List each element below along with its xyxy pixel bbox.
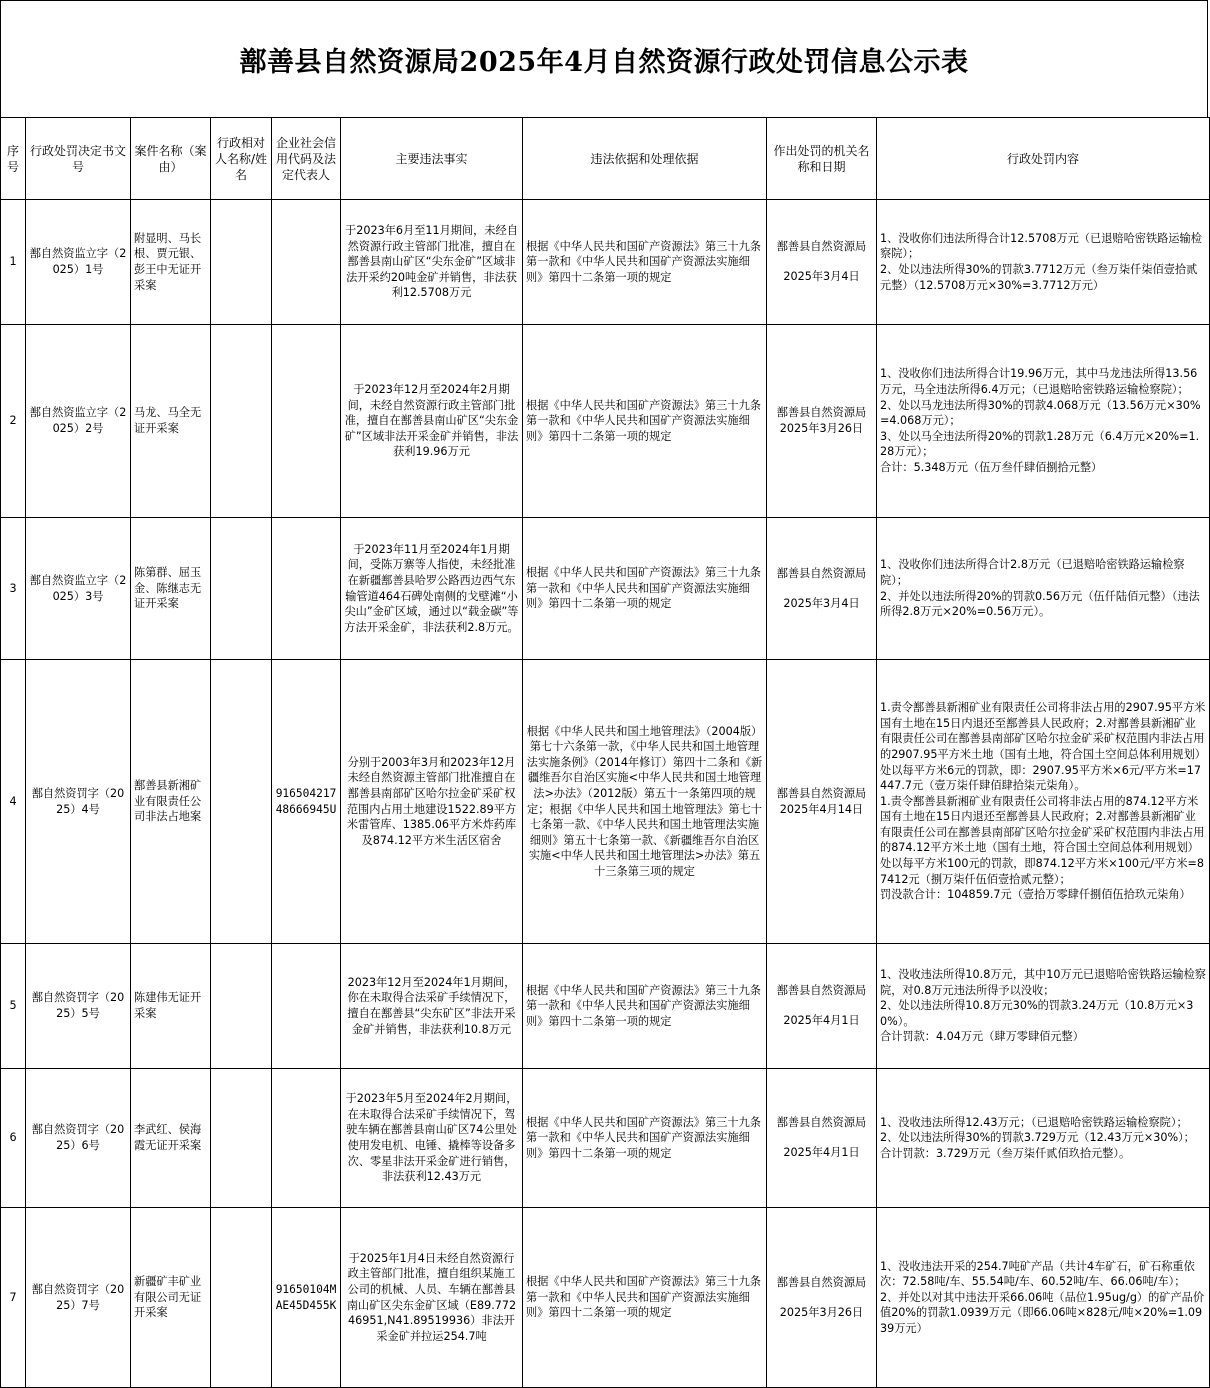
table-row xyxy=(1,325,1210,518)
authority-name: 鄯善县自然资源局 xyxy=(776,1116,867,1130)
cell-credit-code xyxy=(272,200,341,325)
header-basis: 违法依据和处理依据 xyxy=(523,118,767,200)
authority-name: 鄯善县自然资源局 xyxy=(776,786,867,800)
cell-doc-no: 鄯自然资监立字（2025）1号 xyxy=(26,200,131,325)
cell-credit-code xyxy=(272,1069,341,1208)
penalty-table xyxy=(0,117,1210,1388)
cell-authority xyxy=(767,325,877,518)
cell-party xyxy=(211,944,272,1069)
cell-credit-code: 91650104MAE45D455K xyxy=(272,1208,341,1388)
cell-authority xyxy=(767,1069,877,1208)
cell-basis: 根据《中华人民共和国矿产资源法》第三十九条第一款和《中华人民共和国矿产资源法实施细则》第四十二条第一项的规定 xyxy=(523,1069,767,1208)
cell-facts: 于2023年12月至2024年2月期间，未经自然资源行政主管部门批准，擅自在鄯善县南山矿区“尖东金矿”区域非法开采金矿并销售，非法获利19.96万元 xyxy=(341,325,523,518)
cell-penalty: 1、没收你们违法所得合计19.96万元，其中马龙违法所得13.56万元，马全违法所得6.4万元；（已退赔哈密铁路运输检察院）； 2、处以马龙违法所得30%的罚款4.068万元（13.56万元×30%=4.068万元）； 3、处以马全违法所得20%的罚款1.28万元（6.4万元×20%=1.28万元）； 合计：5.348万元（伍万叁仟肆佰捌拾元整） xyxy=(877,325,1210,518)
cell-authority xyxy=(767,944,877,1069)
header-credit-code: 企业社会信用代码及法定代表人 xyxy=(272,118,341,200)
table-row xyxy=(1,660,1210,944)
cell-doc-no: 鄯自然资罚字（2025）5号 xyxy=(26,944,131,1069)
cell-party xyxy=(211,518,272,660)
header-row xyxy=(1,118,1210,200)
cell-basis: 根据《中华人民共和国矿产资源法》第三十九条第一款和《中华人民共和国矿产资源法实施细则》第四十二条第一项的规定 xyxy=(523,1208,767,1388)
cell-authority xyxy=(767,200,877,325)
decision-date: 2025年3月26日 xyxy=(779,422,864,435)
cell-penalty: 1、没收违法所得10.8万元，其中10万元已退赔哈密铁路运输检察院，对0.8万元违法所得予以没收； 2、处以违法所得10.8万元30%的罚款3.24万元（10.8万元×30%）。 合计罚款：4.04万元（肆万零肆佰元整） xyxy=(877,944,1210,1069)
cell-party xyxy=(211,1069,272,1208)
cell-party xyxy=(211,660,272,944)
cell-basis: 根据《中华人民共和国矿产资源法》第三十九条第一款和《中华人民共和国矿产资源法实施细则》第四十二条第一项的规定 xyxy=(523,325,767,518)
cell-basis: 根据《中华人民共和国矿产资源法》第三十九条第一款和《中华人民共和国矿产资源法实施细则》第四十二条第一项的规定 xyxy=(523,518,767,660)
cell-credit-code: 91650421748666945U xyxy=(272,660,341,944)
cell-facts: 于2025年1月4日未经自然资源行政主管部门批准，擅自组织某施工公司的机械、人员、车辆在鄯善县南山矿区尖东金矿区域（E89.77246951,N41.89519936）非法开采金矿并拉运254.7吨 xyxy=(341,1208,523,1388)
cell-facts: 于2023年11月至2024年1月期间，受陈万寨等人指使，未经批准在新疆鄯善县哈罗公路西边西气东输管道464石碑处南侧的戈壁滩“小尖山”金矿区域，通过以“载金碳”等方法开采金矿，非法获利2.8万元。 xyxy=(341,518,523,660)
cell-penalty: 1、没收你们违法所得合计12.5708万元（已退赔哈密铁路运输检察院）； 2、处以违法所得30%的罚款3.7712万元（叁万柒仟柒佰壹拾贰元整）（12.5708万元×30%=3.7712万元） xyxy=(877,200,1210,325)
cell-basis: 根据《中华人民共和国矿产资源法》第三十九条第一款和《中华人民共和国矿产资源法实施细则》第四十二条第一项的规定 xyxy=(523,944,767,1069)
table-row xyxy=(1,518,1210,660)
cell-basis: 根据《中华人民共和国矿产资源法》第三十九条第一款和《中华人民共和国矿产资源法实施细则》第四十二条第一项的规定 xyxy=(523,200,767,325)
cell-seq: 4 xyxy=(1,660,26,944)
header-doc-no: 行政处罚决定书文号 xyxy=(26,118,131,200)
authority-name: 鄯善县自然资源局 xyxy=(776,406,867,420)
cell-facts: 于2023年6月至11月期间，未经自然资源行政主管部门批准，擅自在鄯善县南山矿区“尖东金矿”区域非法开采约20吨金矿并销售，非法获利12.5708万元 xyxy=(341,200,523,325)
cell-doc-no: 鄯自然资监立字（2025）2号 xyxy=(26,325,131,518)
cell-case-name: 附显明、马长根、贾元银、彭王中无证开采案 xyxy=(131,200,211,325)
cell-credit-code xyxy=(272,518,341,660)
decision-date: 2025年4月1日 xyxy=(783,1146,860,1159)
cell-authority xyxy=(767,660,877,944)
cell-seq: 7 xyxy=(1,1208,26,1388)
cell-penalty: 1、没收违法开采的254.7吨矿产品（共计4车矿石，矿石称重依次：72.58吨/车、55.54吨/车、60.52吨/车、66.06吨/车）； 2、并处以对其中违法开采66.06吨（品位1.95ug/g）的矿产品价值20%的罚款1.0939万元（即66.06吨×828元/吨×20%=1.0939万元） xyxy=(877,1208,1210,1388)
cell-seq: 5 xyxy=(1,944,26,1069)
cell-authority xyxy=(767,518,877,660)
header-facts: 主要违法事实 xyxy=(341,118,523,200)
cell-facts: 分别于2003年3月和2023年12月未经自然资源主管部门批准擅自在鄯善县南部矿区哈尔拉金矿采矿权范围内占用土地建设1522.89平方米雷管库、1385.06平方米炸药库及874.12平方米生活区宿舍 xyxy=(341,660,523,944)
cell-case-name: 陈第群、屈玉金、陈继志无证开采案 xyxy=(131,518,211,660)
table-row xyxy=(1,1208,1210,1388)
authority-name: 鄯善县自然资源局 xyxy=(776,240,867,254)
header-party: 行政相对人名称/姓名 xyxy=(211,118,272,200)
cell-credit-code xyxy=(272,944,341,1069)
cell-case-name: 新疆矿丰矿业有限公司无证开采案 xyxy=(131,1208,211,1388)
page-title: 鄯善县自然资源局2025年4月自然资源行政处罚信息公示表 xyxy=(239,46,969,78)
cell-facts: 于2023年5月至2024年2月期间，在未取得合法采矿手续情况下，驾驶车辆在鄯善县南山矿区74公里处使用发电机、电锤、撬棒等设备多次、零星非法开采金矿进行销售，非法获利12.43万元 xyxy=(341,1069,523,1208)
cell-basis: 根据《中华人民共和国土地管理法》（2004版）第七十六条第一款，《中华人民共和国土地管理法实施条例》（2014年修订）第四十二条和《新疆维吾尔自治区实施<中华人民共和国土地管理法>办法》（2012版）第五十一条第四项的规定；根据《中华人民共和国土地管理法》第七十七条第一款、《中华人民共和国土地管理法实施细则》第五十七条第一款、《新疆维吾尔自治区实施<中华人民共和国土地管理法>办法》第五十三条第三项的规定 xyxy=(523,660,767,944)
header-seq: 序号 xyxy=(1,118,26,200)
decision-date: 2025年3月4日 xyxy=(783,596,860,610)
cell-seq: 2 xyxy=(1,325,26,518)
cell-party xyxy=(211,325,272,518)
title-cell xyxy=(0,0,1208,117)
cell-credit-code xyxy=(272,325,341,518)
decision-date: 2025年3月4日 xyxy=(783,270,860,283)
cell-doc-no: 鄯自然资监立字（2025）3号 xyxy=(26,518,131,660)
cell-penalty: 1、没收你们违法所得合计2.8万元（已退赔哈密铁路运输检察院）； 2、并处以违法所得20%的罚款0.56万元（伍仟陆佰元整）（违法所得2.8万元×20%=0.56万元）。 xyxy=(877,518,1210,660)
cell-doc-no: 鄯自然资罚字（2025）4号 xyxy=(26,660,131,944)
cell-case-name: 鄯善县新湘矿业有限责任公司非法占地案 xyxy=(131,660,211,944)
cell-case-name: 李武红、侯海霞无证开采案 xyxy=(131,1069,211,1208)
table-row xyxy=(1,944,1210,1069)
header-case-name: 案件名称（案由） xyxy=(131,118,211,200)
table-row xyxy=(1,200,1210,325)
decision-date: 2025年4月14日 xyxy=(779,802,864,816)
cell-seq: 6 xyxy=(1,1069,26,1208)
cell-seq: 1 xyxy=(1,200,26,325)
decision-date: 2025年3月26日 xyxy=(779,1305,864,1319)
cell-seq: 3 xyxy=(1,518,26,660)
cell-doc-no: 鄯自然资罚字（2025）7号 xyxy=(26,1208,131,1388)
cell-penalty: 1.责令鄯善县新湘矿业有限责任公司将非法占用的2907.95平方米国有土地在15日内退还至鄯善县人民政府；2.对鄯善县新湘矿业有限责任公司在鄯善县南部矿区哈尔拉金矿采矿权范围内非法占用的2907.95平方米土地（国有土地，符合国土空间总体利用规划）处以每平方米6元的罚款，即：2907.95平方米×6元/平方米=17447.7元（壹万柒仟肆佰肆拾柒元柒角）。 1.责令鄯善县新湘矿业有限责任公司将非法占用的874.12平方米国有土地在15日内退还至鄯善县人民政府；2.对鄯善县新湘矿业有限责任公司在鄯善县南部矿区哈尔拉金矿采矿权范围内非法占用的874.12平方米土地（国有土地，符合国土空间总体利用规划）处以每平方米100元的罚款，即874.12平方米×100元/平方米=87412元（捌万柒仟伍佰壹拾贰元整）； 罚没款合计：104859.7元（壹拾万零肆仟捌佰伍拾玖元柒角） xyxy=(877,660,1210,944)
header-authority: 作出处罚的机关名称和日期 xyxy=(767,118,877,200)
authority-name: 鄯善县自然资源局 xyxy=(776,984,867,998)
cell-facts: 2023年12月至2024年1月期间，你在未取得合法采矿手续情况下，擅自在鄯善县“尖东矿区”非法开采金矿并销售，非法获利10.8万元 xyxy=(341,944,523,1069)
authority-name: 鄯善县自然资源局 xyxy=(776,566,867,580)
cell-case-name: 陈建伟无证开采案 xyxy=(131,944,211,1069)
cell-party xyxy=(211,200,272,325)
cell-doc-no: 鄯自然资罚字（2025）6号 xyxy=(26,1069,131,1208)
cell-authority xyxy=(767,1208,877,1388)
authority-name: 鄯善县自然资源局 xyxy=(776,1275,867,1289)
decision-date: 2025年4月1日 xyxy=(783,1014,860,1027)
cell-party xyxy=(211,1208,272,1388)
header-penalty: 行政处罚内容 xyxy=(877,118,1210,200)
cell-penalty: 1、没收违法所得12.43万元；（已退赔哈密铁路运输检察院）； 2、处以违法所得30%的罚款3.729万元（12.43万元×30%）； 合计罚款：3.729万元（叁万柒仟贰佰玖拾元整）。 xyxy=(877,1069,1210,1208)
cell-case-name: 马龙、马全无证开采案 xyxy=(131,325,211,518)
table-row xyxy=(1,1069,1210,1208)
